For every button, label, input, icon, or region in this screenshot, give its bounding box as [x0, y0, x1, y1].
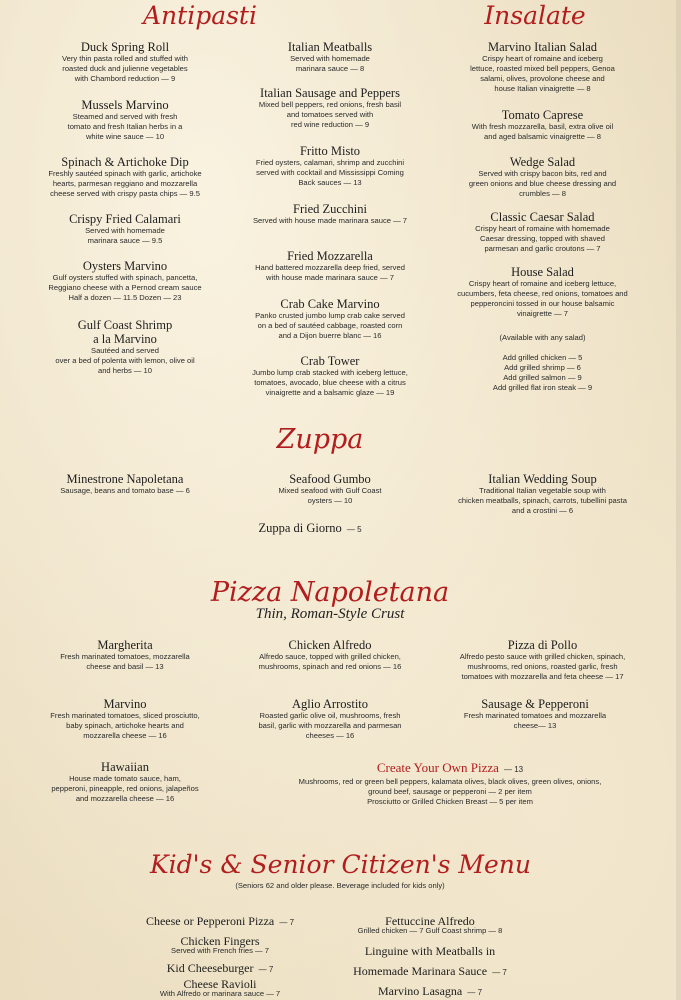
- item-name: Classic Caesar Salad: [490, 210, 595, 224]
- item-name: Fried Mozzarella: [287, 249, 373, 263]
- description-line: and a crostini — 6: [511, 506, 574, 515]
- description-line: Sausage, beans and tomato base — 6: [60, 486, 190, 495]
- item-name: Seafood Gumbo: [289, 472, 371, 486]
- description-line: tomato and fresh Italian herbs in a: [67, 122, 183, 131]
- description-line: House made tomato sauce, ham,: [69, 774, 181, 783]
- description-line: Gulf oysters stuffed with spinach, pancetta,: [52, 273, 198, 282]
- item-name: Cheese Ravioli: [183, 977, 257, 991]
- description-line: roasted duck and julienne vegetables: [62, 64, 188, 73]
- item-description: [20, 346, 230, 376]
- description-line: Served with homemade: [85, 226, 165, 235]
- menu-item-margherita: [20, 638, 230, 672]
- item-name: Pizza di Pollo: [507, 638, 578, 652]
- menu-item-duck-spring-roll: [20, 40, 230, 84]
- menu-item-sausage-and-pepperoni: [430, 697, 640, 731]
- description-line: Served with crispy bacon bits, red and: [478, 169, 607, 178]
- description-line: salami, olives, provolone cheese and: [480, 74, 605, 83]
- description-line: over a bed of polenta with lemon, olive oil: [55, 356, 195, 365]
- description-line: cucumbers, feta cheese, red onions, tomatoes and: [457, 289, 628, 298]
- item-name: Minestrone Napoletana: [66, 472, 184, 486]
- menu-item-pizza-di-pollo: [430, 638, 655, 682]
- menu-item-oysters-marvino: [20, 259, 230, 303]
- item-description: [225, 158, 435, 188]
- description-line: Crispy heart of romaine and iceberg lettuce,: [468, 279, 617, 288]
- menu-item-crab-tower: [225, 354, 435, 398]
- description-line: green onions and blue cheese dressing and: [468, 179, 617, 188]
- description-line: cheeses — 16: [305, 731, 355, 740]
- item-name: Hawaiian: [101, 760, 149, 774]
- description-line: crumbles — 8: [519, 189, 566, 198]
- description-line: red wine reduction — 9: [290, 120, 370, 129]
- menu-item-crispy-fried-calamari: [20, 212, 230, 246]
- zuppa-heading: Zuppa: [276, 424, 364, 455]
- addon-item: Add grilled chicken — 5: [502, 353, 583, 362]
- item-name: Chicken Fingers: [180, 934, 260, 948]
- description-line: Crispy heart of romaine and iceberg: [482, 54, 603, 63]
- description-line: Mushrooms, red or green bell peppers, kalamata olives, black olives, green olives, onions,: [298, 777, 602, 786]
- pizza-subheading: Thin, Roman-Style Crust: [255, 606, 405, 622]
- item-name: Homemade Marinara Sauce: [353, 964, 488, 978]
- menu-item-hawaiian: [20, 760, 230, 804]
- menu-item-italian-wedding-soup: [430, 472, 655, 516]
- item-description: [430, 279, 655, 319]
- description-line: Alfredo pesto sauce with grilled chicken, spinach,: [459, 652, 626, 661]
- addon-item: Add grilled shrimp — 6: [504, 363, 581, 372]
- menu-item-tomato-caprese: [430, 108, 655, 142]
- description-line: Jumbo lump crab stacked with iceberg lettuce,: [252, 368, 408, 377]
- kids-item-description: [310, 926, 550, 936]
- create-pizza-price: — 13: [504, 765, 524, 774]
- item-description: [225, 54, 435, 74]
- menu-item-marvino: [20, 697, 230, 741]
- item-name: Crab Tower: [300, 354, 360, 368]
- item-name: Crab Cake Marvino: [280, 297, 380, 311]
- description-line: Very thin pasta rolled and stuffed with: [61, 54, 189, 63]
- description-line: vinaigrette — 7: [516, 309, 569, 318]
- description-line: and tomatoes served with: [286, 110, 374, 119]
- create-your-own-pizza: [240, 760, 660, 807]
- item-name: Marvino Italian Salad: [488, 40, 597, 54]
- description-line: Fresh marinated tomatoes, sliced prosciutto,: [50, 711, 200, 720]
- item-name: Gulf Coast Shrimp: [77, 318, 173, 332]
- item-name: Tomato Caprese: [501, 108, 584, 122]
- description-line: basil, garlic with mozzarella and parmesan: [258, 721, 402, 730]
- antipasti-heading: Antipasti: [143, 1, 257, 30]
- item-name: Marvino: [103, 697, 147, 711]
- menu-item-gulf-coast-shrimp: [20, 318, 230, 376]
- item-name-line2: a la Marvino: [93, 332, 157, 346]
- menu-item-house-salad: [430, 265, 655, 319]
- description-line: Hand battered mozzarella deep fried, served: [255, 263, 405, 272]
- item-name: House Salad: [511, 265, 574, 279]
- item-description: [430, 122, 655, 142]
- item-name: Aglio Arrostito: [291, 697, 369, 711]
- description-line: Fresh marinated tomatoes and mozzarella: [463, 711, 607, 720]
- item-description: [430, 54, 655, 94]
- menu-item-marvino-italian-salad: [430, 40, 655, 94]
- menu-item-italian-meatballs: [225, 40, 435, 74]
- item-name: Kid Cheeseburger: [166, 961, 254, 975]
- item-name: Fritto Misto: [299, 144, 361, 158]
- description-line: house Italian vinaigrette — 8: [494, 84, 591, 93]
- item-description: [20, 273, 230, 303]
- description-line: Sautéed and served: [91, 346, 159, 355]
- description-line: pepperoni, pineapple, red onions, jalapeños: [51, 784, 199, 793]
- item-price: — 7: [258, 965, 274, 974]
- description-line: Served with house made marinara sauce — 7: [252, 216, 408, 225]
- description-line: Served with homemade: [290, 54, 370, 63]
- item-description: With Alfredo or marinara sauce — 7: [159, 989, 281, 998]
- item-name: Fried Zucchini: [293, 202, 367, 216]
- item-name: Duck Spring Roll: [80, 40, 170, 54]
- menu-item-chicken-alfredo: [225, 638, 435, 672]
- create-pizza-title: Create Your Own Pizza: [376, 760, 499, 775]
- item-name: Spinach & Artichoke Dip: [61, 155, 189, 169]
- description-line: and a Dijon buerre blanc — 16: [278, 331, 382, 340]
- item-name: Mussels Marvino: [81, 98, 169, 112]
- description-line: cheese and basil — 13: [86, 662, 164, 671]
- description-line: Fried oysters, calamari, shrimp and zucchini: [255, 158, 405, 167]
- description-line: Panko crusted jumbo lump crab cake served: [255, 311, 405, 320]
- item-description: [225, 216, 435, 226]
- pizza-heading: Pizza Napoletana: [210, 577, 450, 608]
- description-line: Traditional Italian vegetable soup with: [479, 486, 606, 495]
- description-line: mushrooms, spinach and red onions — 16: [258, 662, 402, 671]
- item-name: Cheese or Pepperoni Pizza: [145, 914, 275, 928]
- menu-item-mussels-marvino: [20, 98, 230, 142]
- item-price: — 7: [279, 918, 295, 927]
- addon-item: Add grilled salmon — 9: [503, 373, 582, 382]
- zuppa-giorno-name: Zuppa di Giorno: [258, 521, 342, 535]
- item-description: [430, 652, 655, 682]
- description-line: tomatoes, avocado, blue cheese with a citrus: [254, 378, 406, 387]
- description-line: on a bed of sautéed cabbage, roasted corn: [257, 321, 403, 330]
- kids-menu-heading: Kid's & Senior Citizen's Menu: [150, 850, 531, 879]
- description-line: mozzarella cheese — 16: [83, 731, 167, 740]
- description-line: Caesar dressing, topped with shaved: [480, 234, 605, 243]
- menu-item-fritto-misto: [225, 144, 435, 188]
- menu-item-italian-sausage-and-peppers: [225, 86, 435, 130]
- description-line: tomatoes with mozzarella and feta cheese — 17: [461, 672, 624, 681]
- description-line: With fresh mozzarella, basil, extra olive oil: [471, 122, 614, 131]
- item-name: Italian Sausage and Peppers: [260, 86, 400, 100]
- item-description: [20, 652, 230, 672]
- menu-item-wedge-salad: [430, 155, 655, 199]
- insalate-heading: Insalate: [484, 1, 586, 30]
- item-name: Oysters Marvino: [82, 259, 168, 273]
- item-description: [225, 652, 435, 672]
- item-description: Grilled chicken — 7 Gulf Coast shrimp — 8: [357, 926, 503, 935]
- item-name: Marvino Lasagna: [377, 984, 463, 998]
- item-name: Italian Wedding Soup: [488, 472, 597, 486]
- kids-item-homemade-marinara-sauce: [310, 960, 550, 979]
- kids-menu-note: (Seniors 62 and older please. Beverage included for kids only): [235, 881, 445, 890]
- item-price: — 7: [467, 988, 483, 997]
- description-line: Mixed seafood with Gulf Coast: [278, 486, 382, 495]
- description-line: Steamed and served with fresh: [72, 112, 178, 121]
- description-line: and herbs — 10: [97, 366, 153, 375]
- menu-item-classic-caesar-salad: [430, 210, 655, 254]
- item-description: [20, 486, 230, 496]
- item-description: [20, 711, 230, 741]
- item-description: Served with French fries — 7: [171, 946, 269, 955]
- item-name: Wedge Salad: [509, 155, 576, 169]
- description-line: marinara sauce — 8: [295, 64, 365, 73]
- description-line: Freshly sautéed spinach with garlic, artichoke: [48, 169, 202, 178]
- description-line: Half a dozen — 11.5 Dozen — 23: [68, 293, 182, 302]
- description-line: cheese— 13: [513, 721, 557, 730]
- item-description: [20, 54, 230, 84]
- item-description: [225, 263, 435, 283]
- description-line: with house made marinara sauce — 7: [266, 273, 394, 282]
- menu-item-minestrone-napoletana: [20, 472, 230, 496]
- description-line: parmesan and garlic croutons — 7: [484, 244, 601, 253]
- item-description: [430, 486, 655, 516]
- description-line: oysters — 10: [307, 496, 353, 505]
- item-description: [430, 711, 640, 731]
- item-description: [225, 368, 435, 398]
- description-line: ground beef, sausage or pepperoni — 2 per item: [368, 787, 532, 796]
- zuppa-giorno-price: — 5: [346, 525, 362, 534]
- description-line: Mixed bell peppers, red onions, fresh basil: [258, 100, 402, 109]
- item-name: Crispy Fried Calamari: [69, 212, 181, 226]
- description-line: hearts, parmesan reggiano and mozzarella: [52, 179, 198, 188]
- item-description: [20, 226, 230, 246]
- description-line: Crispy heart of romaine with homemade: [475, 224, 610, 233]
- kids-item-cheese-or-pepperoni-pizza: [110, 910, 330, 929]
- description-line: and mozzarella cheese — 16: [75, 794, 175, 803]
- page-edge: [676, 0, 681, 1000]
- salad-addons: [430, 333, 655, 393]
- description-line: Roasted garlic olive oil, mushrooms, fresh: [259, 711, 401, 720]
- item-description: [20, 169, 230, 199]
- description-line: and aged balsamic vinaigrette — 8: [484, 132, 601, 141]
- kids-item-linguine-with-meatballs-in: [310, 940, 550, 959]
- description-line: cheese served with crispy pasta chips — 9.5: [50, 189, 200, 198]
- description-line: Fresh marinated tomatoes, mozzarella: [60, 652, 190, 661]
- item-description: [430, 169, 655, 199]
- item-description: [20, 774, 230, 804]
- item-description: [225, 311, 435, 341]
- description-line: with Chambord reduction — 9: [74, 74, 176, 83]
- menu-item-seafood-gumbo: [225, 472, 435, 506]
- description-line: Alfredo sauce, topped with grilled chicken,: [259, 652, 401, 661]
- item-description: [430, 224, 655, 254]
- kids-item-description: [110, 989, 330, 999]
- item-description: [225, 486, 435, 506]
- kids-item-description: [110, 946, 330, 956]
- menu-item-aglio-arrostito: [225, 697, 435, 741]
- description-line: lettuce, roasted mixed bell peppers, Genoa: [470, 64, 615, 73]
- item-description: [225, 711, 435, 741]
- item-name: Chicken Alfredo: [288, 638, 372, 652]
- description-line: Prosciutto or Grilled Chicken Breast — 5 per item: [367, 797, 533, 806]
- menu-item-fried-mozzarella: [225, 249, 435, 283]
- menu-item-spinach-and-artichoke-dip: [20, 155, 230, 199]
- description-line: Reggiano cheese with a Pernod cream sauce: [48, 283, 202, 292]
- description-line: white wine sauce — 10: [85, 132, 165, 141]
- item-name: Italian Meatballs: [287, 40, 373, 54]
- create-pizza-desc: [240, 777, 660, 807]
- description-line: mushrooms, red onions, roasted garlic, fresh: [467, 662, 618, 671]
- item-name: Fettuccine Alfredo: [385, 914, 475, 928]
- description-line: baby spinach, artichoke hearts and: [66, 721, 184, 730]
- item-name: Margherita: [97, 638, 153, 652]
- addon-item: Add grilled flat iron steak — 9: [492, 383, 593, 392]
- description-line: vinaigrette and a balsamic glaze — 19: [265, 388, 395, 397]
- item-price: — 7: [492, 968, 507, 977]
- item-description: [225, 100, 435, 130]
- item-name: Sausage & Pepperoni: [481, 697, 589, 711]
- addons-note: (Available with any salad): [499, 333, 586, 342]
- description-line: Back sauces — 13: [298, 178, 362, 187]
- item-description: [20, 112, 230, 142]
- description-line: chicken meatballs, spinach, carrots, tubellini pasta: [458, 496, 627, 505]
- item-name: Linguine with Meatballs in: [364, 944, 496, 958]
- menu-item-crab-cake-marvino: [225, 297, 435, 341]
- description-line: marinara sauce — 9.5: [87, 236, 163, 245]
- description-line: pepperoncini tossed in our house balsamic: [470, 299, 615, 308]
- kids-item-marvino-lasagna: [310, 980, 550, 999]
- description-line: served with cocktail and Mississippi Coming: [256, 168, 404, 177]
- zuppa-di-giorno: [220, 517, 400, 536]
- menu-item-fried-zucchini: [225, 202, 435, 226]
